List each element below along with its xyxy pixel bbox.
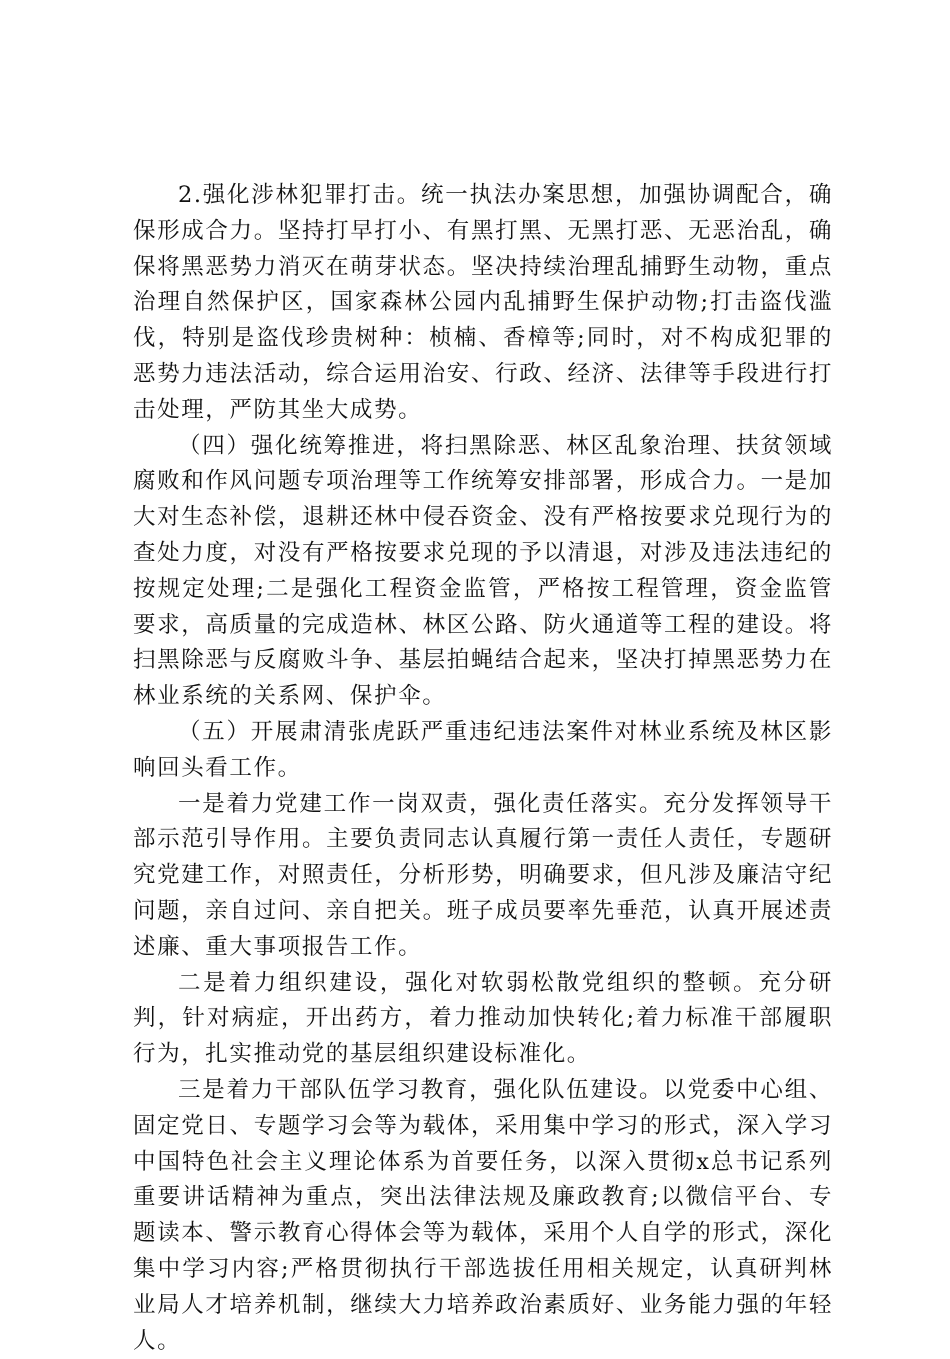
paragraph-section-four: （四）强化统筹推进，将扫黑除恶、林区乱象治理、扶贫领域腐败和作风问题专项治理等工作统筹安排部署，形成合力。一是加大对生态补偿，退耕还林中侵吞资金、没有严格按要求兑现行为的查处力度，对没有严格按要求兑现的予以清退，对涉及违法违纪的按规定处理;二是强化工程资金监管，严格按工程管理，资金监管要求，高质量的完成造林、林区公路、防火通道等工程的建设。将扫黑除恶与反腐败斗争、基层拍蝇结合起来，坚决打掉黑恶势力在林业系统的关系网、保护伞。 xyxy=(133,432,833,710)
paragraph-party-building: 一是着力党建工作一岗双责，强化责任落实。充分发挥领导干部示范引导作用。主要负责同志认真履行第一责任人责任，专题研究党建工作，对照责任，分析形势，明确要求，但凡涉及廉洁守纪问题，亲自过问、亲自把关。班子成员要率先垂范，认真开展述责述廉、重大事项报告工作。 xyxy=(133,790,833,960)
paragraph-cadre-education: 三是着力干部队伍学习教育，强化队伍建设。以党委中心组、固定党日、专题学习会等为载体，采用集中学习的形式，深入学习中国特色社会主义理论体系为首要任务，以深入贯彻x总书记系列重要讲话精神为重点，突出法律法规及廉政教育;以微信平台、专题读本、警示教育心得体会等为载体，采用个人自学的形式，深化集中学习内容;严格贯彻执行干部选拔任用相关规定，认真研判林业局人才培养机制，继续大力培养政治素质好、业务能力强的年轻人。 xyxy=(133,1076,833,1354)
paragraph-crime-crackdown: 2.强化涉林犯罪打击。统一执法办案思想，加强协调配合，确保形成合力。坚持打早打小、有黑打黑、无黑打恶、无恶治乱，确保将黑恶势力消灭在萌芽状态。坚决持续治理乱捕野生动物，重点治理自然保护区，国家森林公园内乱捕野生保护动物;打击盗伐滥伐，特别是盗伐珍贵树种：桢楠、香樟等;同时，对不构成犯罪的恶势力违法活动，综合运用治安、行政、经济、法律等手段进行打击处理，严防其坐大成势。 xyxy=(133,182,833,423)
paragraph-section-five: （五）开展肃清张虎跃严重违纪违法案件对林业系统及林区影响回头看工作。 xyxy=(133,718,833,781)
paragraph-organization-building: 二是着力组织建设，强化对软弱松散党组织的整顿。充分研判，针对病症，开出药方，着力推动加快转化;着力标准干部履职行为，扎实推动党的基层组织建设标准化。 xyxy=(133,969,833,1068)
document-body xyxy=(133,178,833,1359)
